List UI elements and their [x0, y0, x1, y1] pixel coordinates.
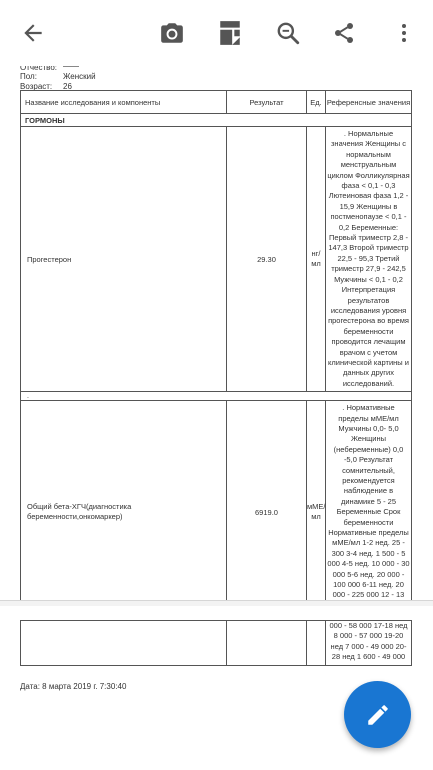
camera-button[interactable] — [155, 16, 189, 50]
results-table — [20, 90, 412, 600]
age-value: 26 — [63, 82, 72, 91]
empty-cell — [21, 621, 227, 666]
table-row — [21, 127, 412, 392]
sex-label: Пол: — [20, 72, 37, 81]
patient-sex — [20, 72, 96, 81]
row-name: Общий бета-ХГЧ(диагностика беременности,онкомаркер) — [21, 401, 227, 600]
document-page — [0, 66, 433, 600]
row-result: 29.30 — [227, 127, 307, 392]
document-date: Дата: 8 марта 2019 г. 7:30:40 — [20, 682, 127, 691]
back-button[interactable] — [16, 16, 50, 50]
table-header-row — [21, 91, 412, 114]
empty-cell — [227, 621, 307, 666]
row-reference-text: . Нормативные пределы мМЕ/мл Мужчины 0,0- 5,0 Женщины (небеременные) 0,0 -5,0 Результат сомнительный, рекомендуется наблюдение в динамике 5 - 25 Беременные Срок беременности Нормативные пределы мМЕ/мл 1-2 нед. 25 - 300 3-4 нед. 1 500 - 5 000 4-5 нед. 10 000 - 30 000 5-6 нед. 20 000 - 100 000 6-11 нед. 20 000 - 225 000 12 - 13 — [327, 403, 410, 600]
header-reference: Референсные значения — [326, 91, 412, 114]
share-button[interactable] — [327, 16, 361, 50]
crop-page-button[interactable] — [213, 16, 247, 50]
edit-pencil-icon — [365, 702, 391, 728]
row-reference-continued: 000 - 58 000 17-18 нед 8 000 - 57 000 19-20 нед 7 000 - 49 000 20-28 нед 1 600 - 49 000 — [326, 621, 412, 666]
section-title: ГОРМОНЫ — [21, 114, 412, 127]
age-label: Возраст: — [20, 82, 53, 91]
separator-text: . — [21, 392, 412, 401]
row-reference — [326, 401, 412, 600]
more-vert-icon — [392, 21, 416, 45]
row-unit: нг/мл — [307, 127, 326, 392]
app-toolbar — [0, 0, 433, 67]
row-result: 6919.0 — [227, 401, 307, 600]
otchestvo-value-line — [63, 66, 79, 67]
more-options-button[interactable] — [387, 16, 421, 50]
table-row-continuation — [21, 621, 412, 666]
sex-value: Женский — [63, 72, 96, 81]
results-table-continuation — [20, 620, 412, 666]
row-name: Прогестерон — [21, 127, 227, 392]
empty-cell — [307, 621, 326, 666]
camera-icon — [159, 20, 185, 46]
otchestvo-label: Отчество: — [20, 66, 57, 72]
row-unit: мМЕ/мл — [307, 401, 326, 600]
row-reference: . Нормальные значения Женщины с нормальным менструальным циклом Фолликулярная фаза < 0,1 - 0,3 Лютеиновая фаза 1,2 - 15,9 Женщины в постменопаузе < 0,1 - 0,2 Беременные: Первый триместр 2,8 - 147,3 Второй триместр 22,5 - 95,3 Третий триместр 27,9 - 242,5 Мужчины < 0,1 - 0,2 Интерпретация результатов исследования уровня прогестерона во время беременности проводится лечащим врачом с учетом клинической картины и данных других исследований. — [326, 127, 412, 392]
back-arrow-icon — [20, 20, 46, 46]
header-name: Название исследования и компоненты — [21, 91, 227, 114]
share-icon — [332, 21, 356, 45]
edit-fab-button[interactable] — [344, 681, 411, 748]
header-result: Результат — [227, 91, 307, 114]
document-crop-icon — [218, 20, 242, 46]
search-button[interactable] — [271, 16, 305, 50]
section-row — [21, 114, 412, 127]
table-row-separator — [21, 392, 412, 401]
table-row — [21, 401, 412, 600]
header-unit: Ед. — [307, 91, 326, 114]
search-zoom-icon — [275, 20, 301, 46]
